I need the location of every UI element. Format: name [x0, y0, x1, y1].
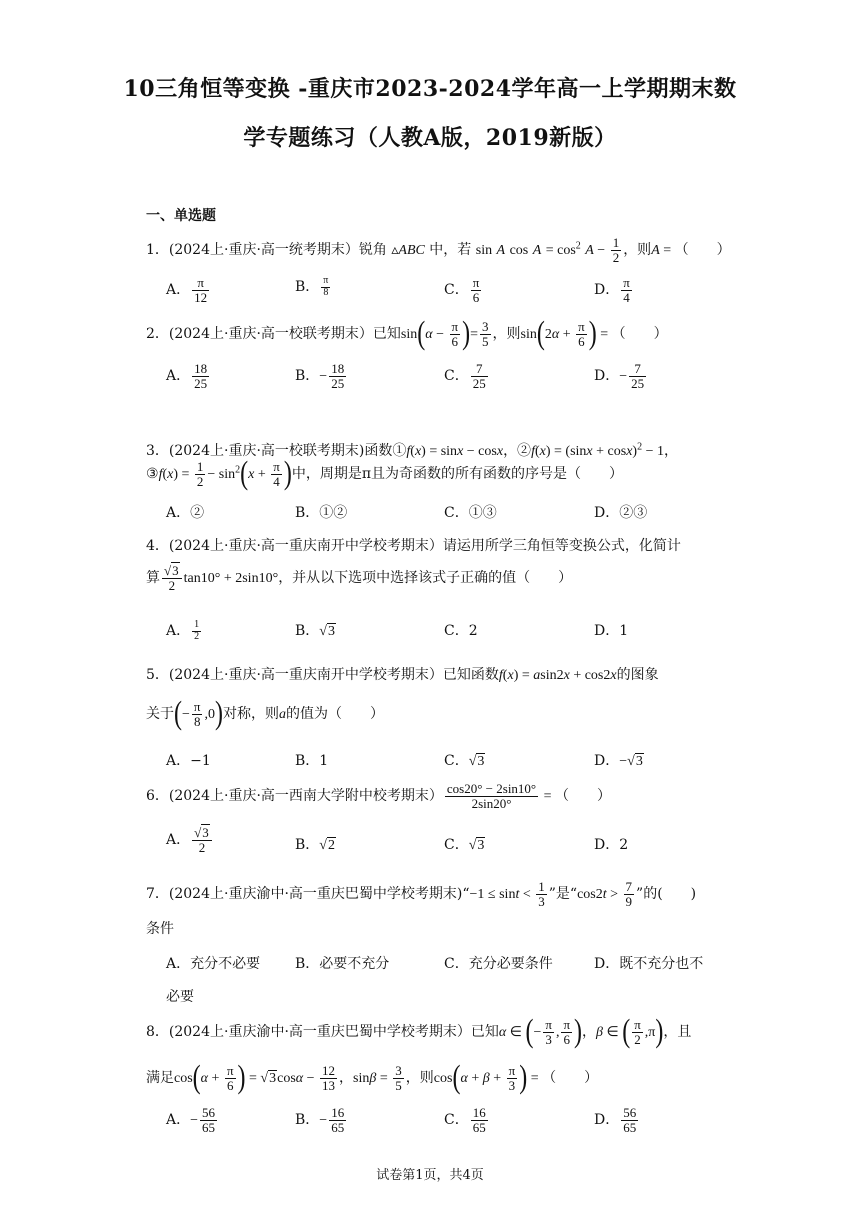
q7-option-d-wrap: 必要: [166, 989, 194, 1005]
q4-option-c[interactable]: C．2: [444, 623, 478, 639]
q6-option-d[interactable]: D．2: [594, 837, 629, 853]
q4-option-b[interactable]: B．√3: [295, 623, 335, 639]
q5-option-b[interactable]: B．1: [295, 753, 329, 769]
q5-option-c[interactable]: C．√3: [444, 753, 485, 769]
question-8-line1: 8．(2024上·重庆渝中·高一重庆巴蜀中学校考期末）已知α ∈ (− $\frac{\pi}{3}$ , $\frac{\pi}{6}$ )，β ∈ ( $\frac{\pi}{2}$ ,π)，且: [146, 1013, 692, 1050]
question-1: 1．(2024上·重庆·高一统考期末）锐角 ▵ABC 中，若 sin A $\cos A = \cos^2 A$ − $\frac{1}{2}$ ，则A = （ ）: [146, 235, 731, 265]
q1-option-c[interactable]: C． $\frac{\pi}{6}$: [444, 275, 480, 305]
q8-option-a[interactable]: A．− $\frac{56}{65}$: [166, 1105, 216, 1135]
q6-option-c[interactable]: C．√3: [444, 837, 485, 853]
q3-option-d[interactable]: D．②③: [594, 505, 648, 521]
q1-option-b[interactable]: B． $\frac{\pi}{8}$: [295, 275, 329, 298]
question-2: 2．(2024上·重庆·高一校联考期末）已知sin(α − $\frac{\pi}{6}$ )= $\frac{3}{5}$ ，则sin(2α + $\frac{\pi}{6}$ ) = （ ）: [146, 315, 668, 352]
question-8-line2: 满足cos(α + $\frac{\pi}{6}$ ) = √3cosα − $\frac{12}{13}$ ，sinβ = $\frac{3}{5}$ ，则cos(α + β + $\frac{\pi}{3}$ ) = （ ）: [146, 1059, 599, 1096]
section-heading: 一、单选题: [146, 208, 216, 224]
q7-option-d[interactable]: D．既不充分也不: [594, 956, 704, 972]
q6-option-b[interactable]: B．√2: [295, 837, 335, 853]
question-3-line1: 3．(2024上·重庆·高一校联考期末)函数①f(x) = sinx − cosx，②f(x) = $(\sin x + \cos x)^2 - 1$，: [146, 441, 678, 459]
q4-option-d[interactable]: D．1: [594, 623, 629, 639]
question-4-line2: 算 $\frac{√3}{2}$ tan10° + 2sin10°，并从以下选项中选择该式子正确的值（ ）: [146, 563, 573, 593]
question-7-line1: 7．(2024上·重庆渝中·高一重庆巴蜀中学校考期末)“−1 ≤ sint < $\frac{1}{3}$ ”是“cos2t > $\frac{7}{9}$ ”的( ): [146, 879, 697, 909]
question-5-line1: 5．(2024上·重庆·高一重庆南开中学校考期末）已知函数f(x) = asin2x + cos2x的图象: [146, 667, 659, 683]
q1-option-a[interactable]: A． $\frac{\pi}{12}$: [166, 275, 208, 305]
question-6: 6．(2024上·重庆·高一西南大学附中校考期末） $\frac{\cos 20^\circ - 2\sin 10^\circ}{2\sin 20^\circ}$ = （ ）: [146, 781, 612, 811]
q3-option-c[interactable]: C．①③: [444, 505, 497, 521]
q5-option-a[interactable]: A．−1: [166, 753, 211, 769]
q7-option-b[interactable]: B．必要不充分: [295, 956, 390, 972]
q3-option-a[interactable]: A．②: [166, 505, 205, 521]
q8-option-d[interactable]: D． $\frac{56}{65}$: [594, 1105, 637, 1135]
q7-option-c[interactable]: C．充分必要条件: [444, 956, 553, 972]
question-4-line1: 4．(2024上·重庆·高一重庆南开中学校考期末）请运用所学三角恒等变换公式，化简计: [146, 538, 681, 554]
document-title-line2: 学专题练习（人教A版，2019新版）: [243, 125, 617, 151]
q8-option-b[interactable]: B．− $\frac{16}{65}$: [295, 1105, 345, 1135]
document-title-line1: 10三角恒等变换 -重庆市2023-2024学年高一上学期期末数: [123, 76, 737, 102]
question-7-line2: 条件: [146, 921, 174, 937]
q2-option-d[interactable]: D．− $\frac{7}{25}$: [594, 361, 645, 391]
question-3-line2: ③f(x) = $\frac{1}{2}$ − $\sin^2(x$ + $\frac{\pi}{4}$ )中，周期是π且为奇函数的所有函数的序号是（ ）: [146, 455, 624, 492]
q6-option-a[interactable]: A． $\frac{√3}{2}$: [166, 826, 214, 854]
page-footer: 试卷第1页，共4页: [376, 1168, 484, 1183]
q7-option-a[interactable]: A．充分不必要: [166, 956, 261, 972]
question-5-line2: 关于(− $\frac{\pi}{8}$ ,0)对称，则a的值为（ ）: [146, 695, 384, 732]
q5-option-d[interactable]: D．−√3: [594, 753, 643, 769]
q2-option-c[interactable]: C． $\frac{7}{25}$: [444, 361, 486, 391]
q1-option-d[interactable]: D． $\frac{\pi}{4}$: [594, 275, 630, 305]
q2-option-a[interactable]: A． $\frac{18}{25}$: [166, 361, 208, 391]
q3-option-b[interactable]: B．①②: [295, 505, 348, 521]
q8-option-c[interactable]: C． $\frac{16}{65}$: [444, 1105, 486, 1135]
q2-option-b[interactable]: B．− $\frac{18}{25}$: [295, 361, 345, 391]
q4-option-a[interactable]: A． $\frac{1}{2}$: [166, 619, 200, 642]
